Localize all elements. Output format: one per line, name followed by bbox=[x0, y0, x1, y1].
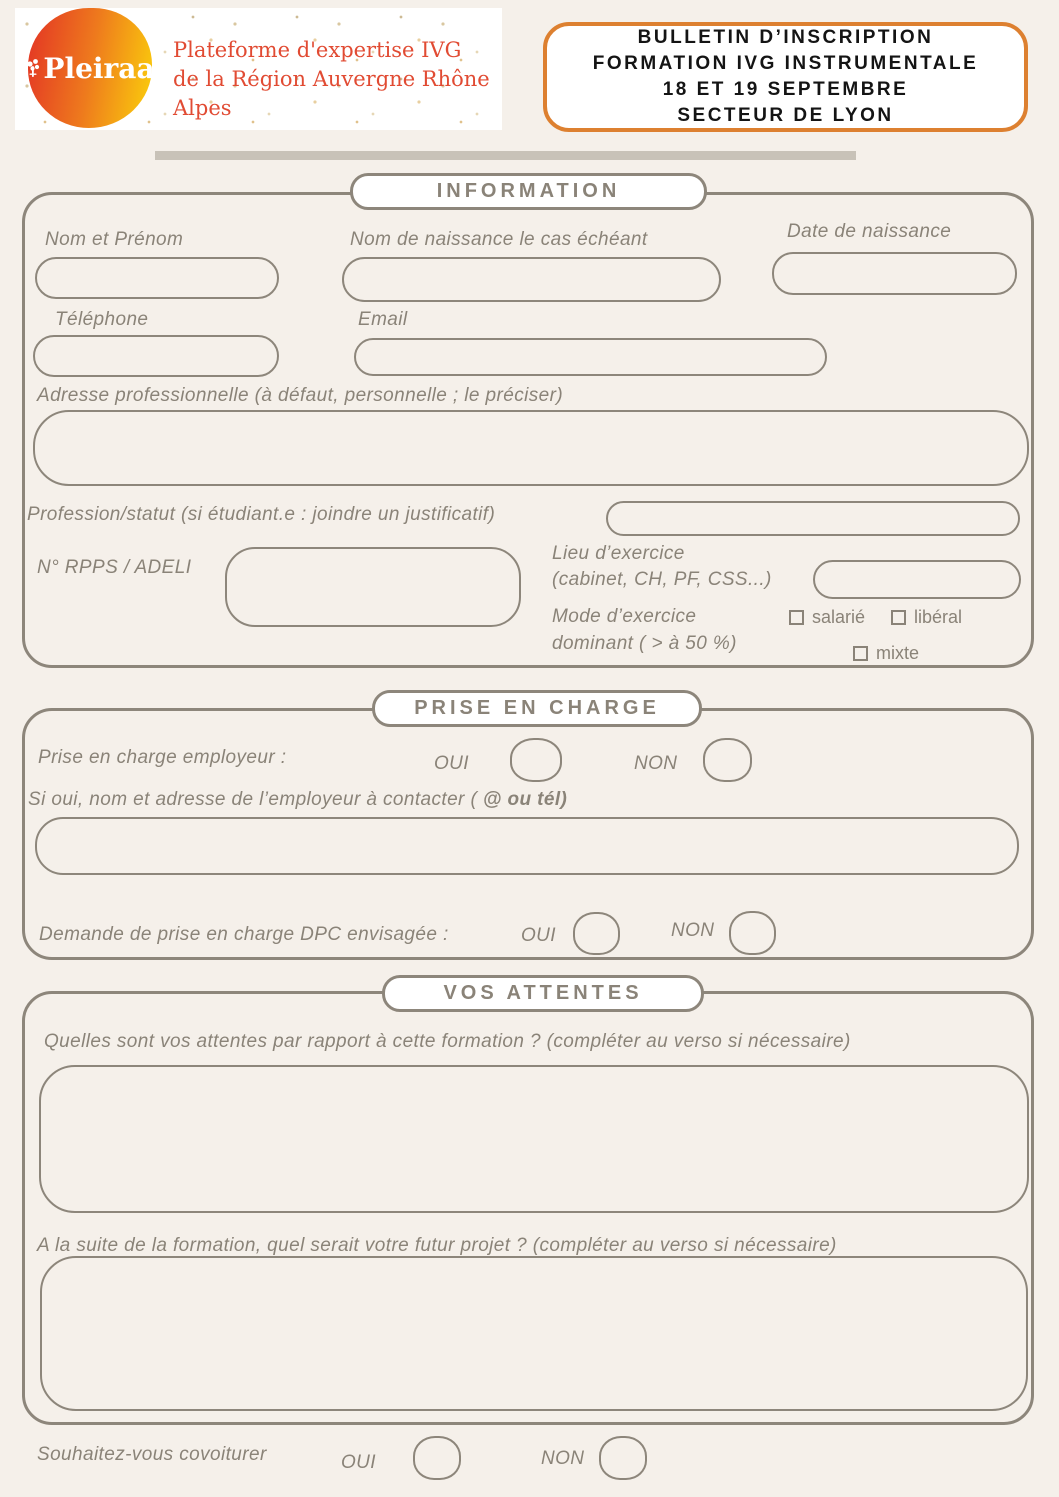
title-line: FORMATION IVG INSTRUMENTALE bbox=[592, 53, 979, 74]
employeur-non-radio[interactable] bbox=[703, 738, 752, 782]
tagline-line1: Plateforme d'expertise IVG bbox=[173, 38, 462, 62]
employeur-oui-radio[interactable] bbox=[510, 738, 562, 782]
title-line: BULLETIN D’INSCRIPTION bbox=[637, 27, 934, 48]
top-divider bbox=[155, 151, 856, 160]
checkbox-row-salarie bbox=[789, 607, 865, 628]
employeur-non-label: NON bbox=[634, 753, 678, 774]
section-vos-attentes bbox=[22, 991, 1034, 1425]
covoiturage-oui-radio[interactable] bbox=[413, 1436, 461, 1480]
si-oui-label: Si oui, nom et adresse de l’employeur à contacter ( @ ou tél) bbox=[28, 789, 568, 810]
mode-exercice-label-line2: dominant ( > à 50 %) bbox=[552, 633, 737, 654]
covoiturage-non-label: NON bbox=[541, 1448, 585, 1469]
rpps-input[interactable] bbox=[225, 547, 521, 627]
mixte-checkbox[interactable] bbox=[853, 646, 868, 661]
salarie-checkbox[interactable] bbox=[789, 610, 804, 625]
tagline-line2: de la Région Auvergne Rhône Alpes bbox=[173, 67, 490, 120]
form-title-box bbox=[543, 22, 1028, 132]
nom-naissance-label: Nom de naissance le cas échéant bbox=[350, 229, 648, 250]
lieu-exercice-input[interactable] bbox=[813, 560, 1021, 599]
tagline bbox=[173, 36, 502, 123]
nom-prenom-label: Nom et Prénom bbox=[45, 229, 184, 250]
dpc-question-label: Demande de prise en charge DPC envisagée : bbox=[39, 924, 449, 945]
lieu-exercice-label-line1: Lieu d’exercice bbox=[552, 543, 685, 564]
section-pill-vos-attentes: VOS ATTENTES bbox=[382, 975, 704, 1012]
adresse-label: Adresse professionnelle (à défaut, personnelle ; le préciser) bbox=[37, 385, 564, 406]
attentes-question-label: Quelles sont vos attentes par rapport à cette formation ? (compléter au verso si nécessaire) bbox=[44, 1031, 851, 1052]
attentes-input[interactable] bbox=[39, 1065, 1029, 1213]
checkbox-row-liberal bbox=[891, 607, 962, 628]
checkbox-row-mixte bbox=[853, 643, 919, 664]
nom-naissance-input[interactable] bbox=[342, 257, 721, 302]
section-pill-prise-en-charge: PRISE EN CHARGE bbox=[372, 690, 702, 727]
covoiturage-non-radio[interactable] bbox=[599, 1436, 647, 1480]
liberal-label: libéral bbox=[914, 607, 963, 627]
brand-name: Pleiraa bbox=[25, 52, 154, 85]
title-line: 18 ET 19 SEPTEMBRE bbox=[662, 79, 909, 100]
employeur-contact-input[interactable] bbox=[35, 817, 1019, 875]
nom-prenom-input[interactable] bbox=[35, 257, 279, 299]
covoiturage-oui-label: OUI bbox=[341, 1452, 376, 1473]
covoiturage-question-label: Souhaitez-vous covoiturer bbox=[37, 1444, 267, 1465]
logo-band bbox=[15, 8, 502, 130]
email-input[interactable] bbox=[354, 338, 827, 376]
lieu-exercice-label-line2: (cabinet, CH, PF, CSS...) bbox=[552, 569, 772, 590]
date-naissance-input[interactable] bbox=[772, 252, 1017, 295]
section-information bbox=[22, 192, 1034, 668]
profession-input[interactable] bbox=[606, 501, 1020, 536]
section-pill-information: INFORMATION bbox=[350, 173, 707, 210]
pleiraa-logo bbox=[28, 8, 155, 128]
dpc-oui-label: OUI bbox=[521, 925, 556, 946]
mode-exercice-label-line1: Mode d’exercice bbox=[552, 606, 697, 627]
telephone-label: Téléphone bbox=[55, 309, 149, 330]
telephone-input[interactable] bbox=[33, 335, 279, 377]
date-naissance-label: Date de naissance bbox=[787, 221, 952, 242]
employeur-oui-label: OUI bbox=[434, 753, 469, 774]
dpc-oui-radio[interactable] bbox=[573, 912, 620, 955]
futur-projet-question-label: A la suite de la formation, quel serait votre futur projet ? (compléter au verso si nécessaire) bbox=[37, 1235, 837, 1256]
employeur-question-label: Prise en charge employeur : bbox=[38, 747, 287, 768]
title-line: SECTEUR DE LYON bbox=[677, 105, 894, 126]
adresse-input[interactable] bbox=[33, 410, 1029, 486]
tree-icon bbox=[25, 58, 41, 78]
rpps-label: N° RPPS / ADELI bbox=[37, 557, 192, 578]
futur-projet-input[interactable] bbox=[40, 1256, 1028, 1411]
mixte-label: mixte bbox=[876, 643, 920, 663]
section-prise-en-charge bbox=[22, 708, 1034, 960]
dpc-non-radio[interactable] bbox=[729, 911, 776, 955]
profession-label: Profession/statut (si étudiant.e : joindre un justificatif) bbox=[27, 504, 496, 525]
email-label: Email bbox=[358, 309, 408, 330]
liberal-checkbox[interactable] bbox=[891, 610, 906, 625]
dpc-non-label: NON bbox=[671, 920, 715, 941]
salarie-label: salarié bbox=[812, 607, 866, 627]
